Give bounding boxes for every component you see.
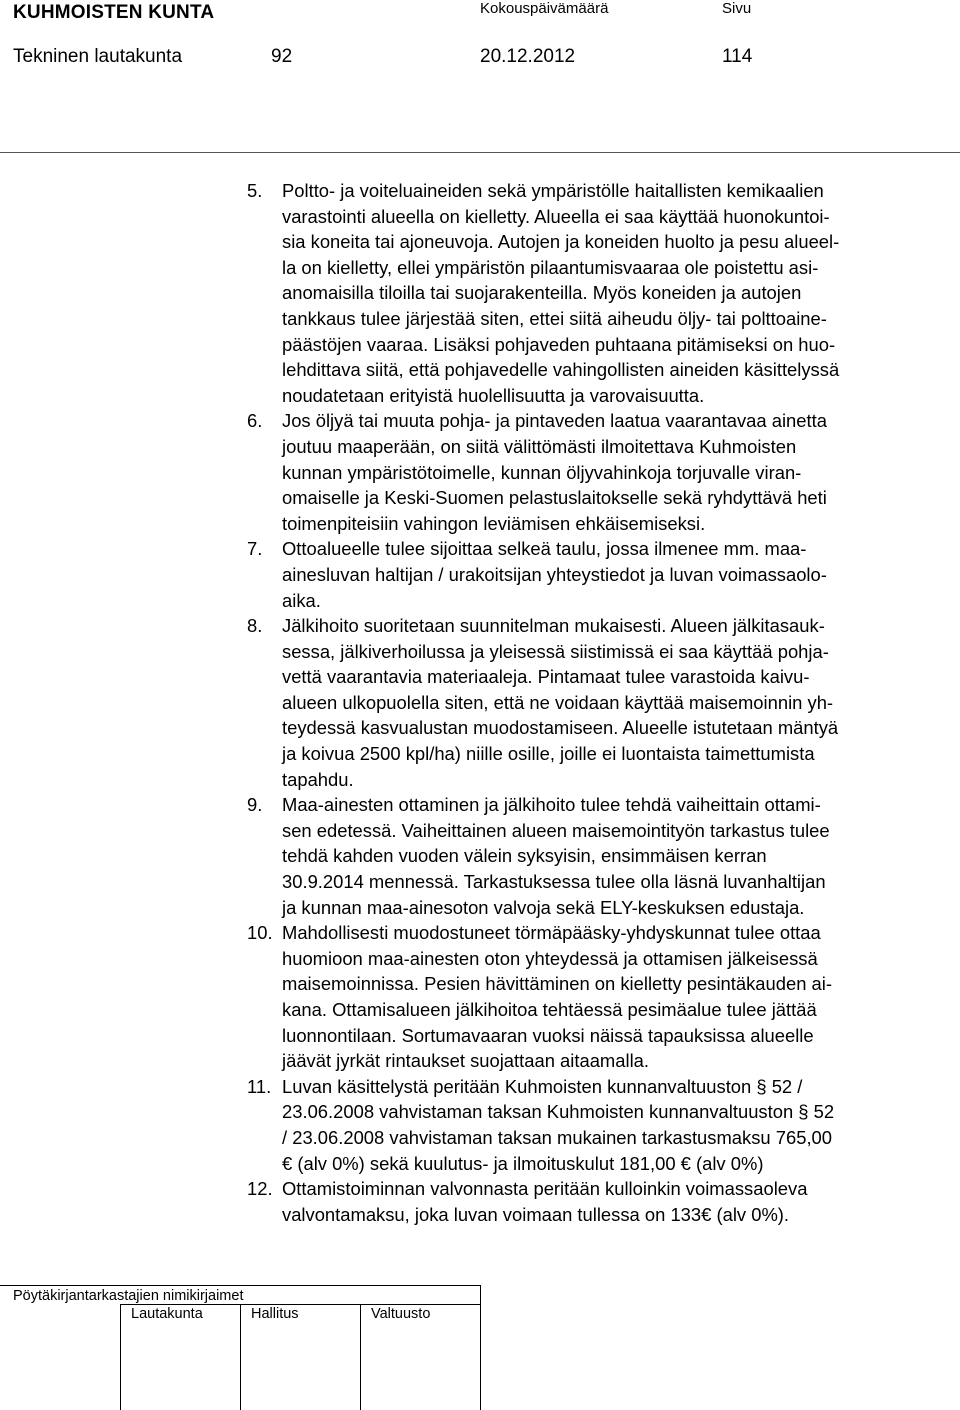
text-line: Luvan käsittelystä peritään Kuhmoisten kunnanvaltuuston § 52 / xyxy=(282,1075,803,1097)
condition-text xyxy=(282,178,952,408)
text-line: tapahdu. xyxy=(282,768,354,790)
text-line: kunnan ympäristötoimelle, kunnan öljyvahinkoja torjuvalle viran- xyxy=(282,461,802,483)
text-line: omaiselle ja Keski-Suomen pelastuslaitokselle sekä ryhdyttävä heti xyxy=(282,487,827,509)
text-line: huomioon maa-ainesten oton yhteydessä ja ottamisen jälkeisessä xyxy=(282,947,818,969)
text-line: joutuu maaperään, on siitä välittömästi ilmoitettava Kuhmoisten xyxy=(282,435,797,457)
text-line: sen edetessä. Vaiheittainen alueen maisemointityön tarkastus tulee xyxy=(282,819,830,841)
text-line: tankkaus tulee järjestää siten, ettei siitä aiheudu öljy- tai polttoaine- xyxy=(282,307,827,329)
condition-text xyxy=(282,1074,952,1176)
text-line: Poltto- ja voiteluaineiden sekä ympäristölle haitallisten kemikaalien xyxy=(282,180,824,201)
condition-number: 6. xyxy=(247,410,263,432)
text-line: sessa, jälkiverhoilussa ja yleisessä siistimissä ei saa käyttää pohja- xyxy=(282,640,829,662)
text-line: Ottamistoiminnan valvonnasta peritään kulloinkin voimassaoleva xyxy=(282,1178,808,1200)
footer-column-divider xyxy=(120,1304,121,1410)
header-divider xyxy=(0,152,960,153)
text-line: 23.06.2008 vahvistaman taksan Kuhmoisten kunnanvaltuuston § 52 xyxy=(282,1101,835,1123)
footer-government-column: Hallitus xyxy=(251,1306,299,1322)
board-name: Tekninen lautakunta xyxy=(13,46,183,67)
text-line: ja koivua 2500 kpl/ha) niille osille, joille ei luontaista taimettumista xyxy=(282,743,815,765)
condition-text xyxy=(282,408,952,536)
text-line: Mahdollisesti muodostuneet törmäpääsky-yhdyskunnat tulee ottaa xyxy=(282,922,821,944)
footer-divider xyxy=(120,1304,480,1305)
condition-number: 9. xyxy=(247,794,263,816)
text-line: varastointi alueella on kielletty. Alueella ei saa käyttää huonokuntoi- xyxy=(282,205,830,227)
condition-number: 7. xyxy=(247,538,263,560)
text-line: noudatetaan erityistä huolellisuutta ja varovaisuutta. xyxy=(282,384,705,406)
text-line: luonnontilaan. Sortumavaaran vuoksi näissä tapauksissa alueelle xyxy=(282,1024,814,1046)
text-line: Ottoalueelle tulee sijoittaa selkeä taulu, jossa ilmenee mm. maa- xyxy=(282,538,807,560)
text-line: sia koneita tai ajoneuvoja. Autojen ja koneiden huolto ja pesu alueel- xyxy=(282,231,840,253)
text-line: la on kielletty, ellei ympäristön pilaantumisvaaraa ole poistettu asi- xyxy=(282,256,819,278)
text-line: jäävät jyrkät rintaukset suojattaan aitaamalla. xyxy=(282,1050,649,1072)
text-line: anomaisilla tiloilla tai suojarakenteilla. Myös koneiden ja autojen xyxy=(282,282,802,304)
paragraph-number: 92 xyxy=(271,46,293,67)
text-line: Jos öljyä tai muuta pohja- ja pintaveden laatua vaarantavaa ainetta xyxy=(282,410,827,432)
condition-text xyxy=(282,792,952,920)
page-label: Sivu xyxy=(722,0,752,17)
meeting-date-label: Kokouspäivämäärä xyxy=(480,0,609,17)
text-line: alueen ulkopuolella siten, että ne voidaan käyttää maisemoinnin yh- xyxy=(282,691,834,713)
text-line: lehdittava siitä, että pohjavedelle vahingollisten aineiden käsittelyssä xyxy=(282,359,840,381)
condition-text xyxy=(282,1176,952,1227)
condition-number: 5. xyxy=(247,180,263,201)
text-line: aika. xyxy=(282,589,321,611)
condition-item xyxy=(247,1074,952,1176)
text-line: Jälkihoito suoritetaan suunnitelman mukaisesti. Alueen jälkitasauk- xyxy=(282,615,825,637)
page-number: 114 xyxy=(722,46,753,67)
text-line: valvontamaksu, joka luvan voimaan tullessa on 133€ (alv 0%). xyxy=(282,1203,790,1225)
text-line: maisemoinnissa. Pesien hävittäminen on kielletty pesintäkauden ai- xyxy=(282,973,832,995)
numbered-conditions-list xyxy=(247,178,952,1227)
text-line: päästöjen vaaraa. Lisäksi pohjaveden puhtaana pitämiseksi on huo- xyxy=(282,333,836,355)
inspectors-initials-label: Pöytäkirjantarkastajien nimikirjaimet xyxy=(13,1288,244,1304)
condition-number: 12. xyxy=(247,1178,273,1200)
text-line: ja kunnan maa-ainesoton valvoja sekä ELY-keskuksen edustaja. xyxy=(282,896,805,918)
text-line: ainesluvan haltijan / urakoitsijan yhteystiedot ja luvan voimassaolo- xyxy=(282,563,827,585)
condition-item xyxy=(247,613,952,792)
text-line: tehdä kahden vuoden välein syksyisin, ensimmäisen kerran xyxy=(282,845,767,867)
text-line: kana. Ottamisalueen jälkihoitoa tehtäessä pesimäalue tulee jättää xyxy=(282,999,817,1020)
condition-item xyxy=(247,1176,952,1227)
footer-column-divider xyxy=(360,1304,361,1410)
footer-board-column: Lautakunta xyxy=(131,1306,203,1322)
text-line: toimenpiteisiin vahingon leviämisen ehkäisemiseksi. xyxy=(282,512,706,534)
condition-text xyxy=(282,613,952,792)
organization-name: KUHMOISTEN KUNTA xyxy=(13,2,215,23)
footer-council-column: Valtuusto xyxy=(371,1306,431,1322)
meeting-date: 20.12.2012 xyxy=(480,46,576,67)
text-line: teydessä kasvualustan muodostamiseen. Alueelle istutetaan mäntyä xyxy=(282,717,839,739)
condition-item xyxy=(247,408,952,536)
condition-number: 8. xyxy=(247,615,263,637)
text-line: 30.9.2014 mennessä. Tarkastuksessa tulee olla läsnä luvanhaltijan xyxy=(282,871,826,893)
condition-number: 11. xyxy=(247,1075,272,1097)
condition-number: 10. xyxy=(247,922,273,944)
text-line: / 23.06.2008 vahvistaman taksan mukainen tarkastusmaksu 765,00 xyxy=(282,1126,833,1148)
text-line: Maa-ainesten ottaminen ja jälkihoito tulee tehdä vaiheittain ottami- xyxy=(282,794,821,816)
condition-item xyxy=(247,536,952,613)
condition-item xyxy=(247,178,952,408)
condition-text xyxy=(282,920,952,1074)
text-line: vettä vaarantavia materiaaleja. Pintamaat tulee varastoida kaivu- xyxy=(282,666,810,688)
text-line: € (alv 0%) sekä kuulutus- ja ilmoituskulut 181,00 € (alv 0%) xyxy=(282,1152,764,1174)
condition-item xyxy=(247,920,952,1074)
condition-item xyxy=(247,792,952,920)
condition-text xyxy=(282,536,952,613)
footer-column-divider xyxy=(240,1304,241,1410)
